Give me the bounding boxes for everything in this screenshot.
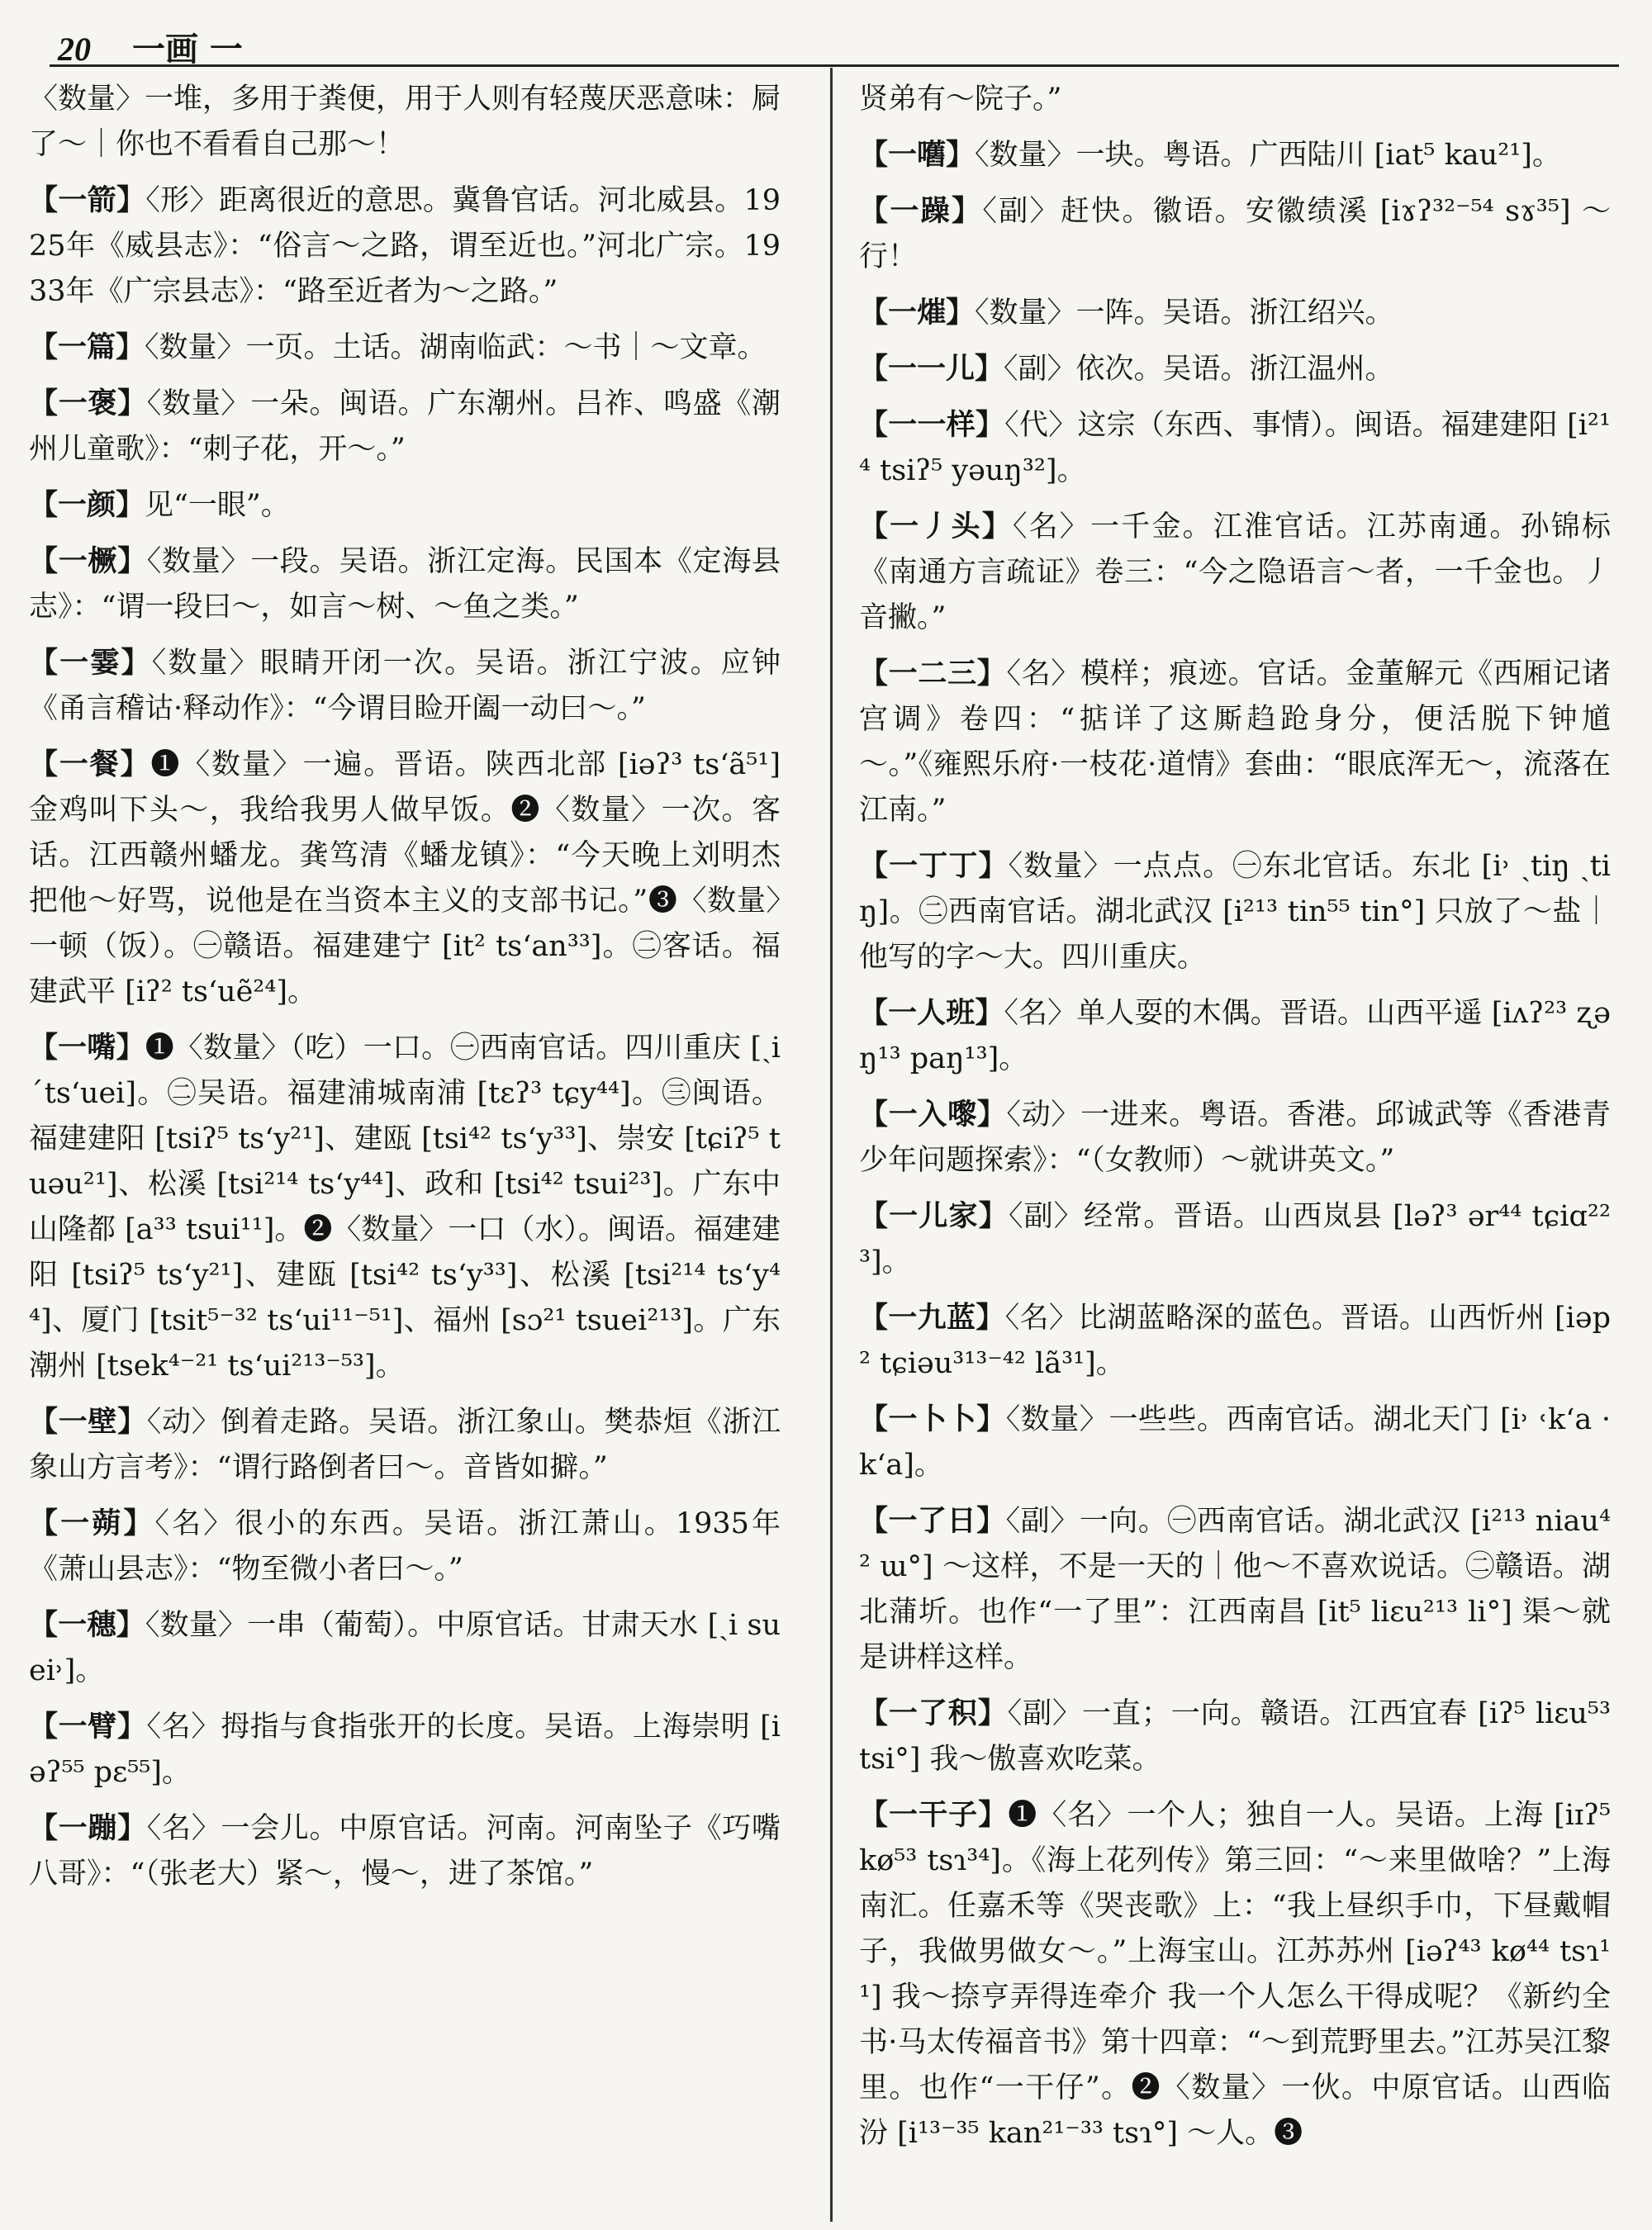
dictionary-entry — [859, 290, 1611, 336]
entry-headword: 【一壁】 — [29, 1405, 147, 1439]
entry-body: 〈数量〉一朵。闽语。广东潮州。吕祚、鸣盛《潮州儿童歌》：“刺子花，开～。” — [29, 387, 781, 466]
entry-headword: 【一穗】 — [29, 1608, 145, 1642]
dictionary-entry — [29, 1602, 781, 1694]
entry-body: 〈代〉这宗（东西、事情）。闽语。福建建阳 [i²¹⁴ tsiʔ⁵ yəuŋ³²]。 — [859, 409, 1611, 487]
dictionary-entry — [29, 1805, 781, 1897]
entry-body: 〈名〉很小的东西。吴语。浙江萧山。1935年《萧山县志》：“物至微小者曰～。” — [29, 1507, 781, 1586]
entry-body: 〈副〉依次。吴语。浙江温州。 — [1004, 353, 1394, 386]
entry-headword: 【一躁】 — [859, 194, 983, 228]
entry-body: 〈名〉比湖蓝略深的蓝色。晋语。山西忻州 [iəp² tɕiəu³¹³⁻⁴² lã³¹]。 — [859, 1302, 1611, 1380]
entry-headword: 【一颜】 — [29, 488, 145, 522]
dictionary-entry — [859, 402, 1611, 494]
dictionary-entry — [29, 1501, 781, 1592]
dictionary-entry — [859, 1295, 1611, 1387]
dictionary-entry — [29, 539, 781, 630]
dictionary-entry — [859, 1691, 1611, 1782]
dictionary-entry — [859, 1193, 1611, 1285]
dictionary-entry — [859, 1792, 1611, 2156]
entry-headword: 【一熣】 — [859, 296, 976, 330]
section-title: 一画 一 — [132, 30, 243, 69]
entry-body: 〈数量〉一块。粤语。广西陆川 [iat⁵ kau²¹]。 — [975, 139, 1561, 172]
entry-body: 〈数量〉一串（葡萄）。中原官话。甘肃天水 [ˏi suei˒]。 — [29, 1609, 781, 1687]
entry-headword: 【一人班】 — [859, 996, 1004, 1030]
dictionary-entry — [859, 651, 1611, 833]
left-column — [29, 76, 781, 2223]
entry-body: 〈动〉倒着走路。吴语。浙江象山。樊恭烜《浙江象山方言考》：“谓行路倒者曰～。音皆如擗。” — [29, 1406, 781, 1484]
entry-headword: 【一蒴】 — [29, 1506, 155, 1540]
entry-body: 〈数量〉一点点。㊀东北官话。东北 [i˒ ˏtiŋ ˏtiŋ]。㊁西南官话。湖北武汉 [i²¹³ tin⁵⁵ tin°] 只放了～盐｜他写的字～大。四川重庆。 — [859, 850, 1611, 974]
entry-body: 〈动〉一进来。粤语。香港。邱诚武等《香港青少年问题探索》：“（女教师）～就讲英文。” — [859, 1098, 1611, 1177]
entry-headword: 【一嘴】 — [29, 1031, 145, 1065]
entry-headword: 【一卜卜】 — [859, 1402, 1006, 1436]
entry-headword: 【一褒】 — [29, 387, 147, 420]
entry-headword: 【一臂】 — [29, 1710, 147, 1744]
entry-body: 〈名〉拇指与食指张开的长度。吴语。上海崇明 [iəʔ⁵⁵ pɛ⁵⁵]。 — [29, 1710, 781, 1789]
entry-body: 〈名〉一千金。江淮官话。江苏南通。孙锦标《南通方言疏证》卷三：“今之隐语言～者，一千金也。丿音撇。” — [859, 510, 1611, 634]
dictionary-entry — [29, 1025, 781, 1389]
entry-headword: 【一了积】 — [859, 1696, 1008, 1730]
entry-headword: 【一蹦】 — [29, 1811, 147, 1845]
dictionary-entry — [859, 843, 1611, 980]
dictionary-entry — [859, 990, 1611, 1082]
entry-body: 〈形〉距离很近的意思。冀鲁官话。河北威县。1925年《威县志》：“俗言～之路，谓至近也。”河北广宗。1933年《广宗县志》：“路至近者为～之路。” — [29, 184, 781, 308]
entry-headword: 【一一儿】 — [859, 352, 1004, 386]
entry-body: ❶〈名〉一个人；独自一人。吴语。上海 [iɪʔ⁵ kø⁵³ tsɿ³⁴]。《海上花列传》第三回：“～来里做啥？”上海南汇。任嘉禾等《哭丧歌》上：“我上昼织手巾，下昼戴帽子，我做男做女～。”上海宝山。江苏苏州 [iəʔ⁴³ kø⁴⁴ tsɿ¹¹] 我～捺亨弄得连牵介 我一个人怎么干得成呢？《新约全书·马太传福音书》第十四章：“～到荒野里去。”江苏吴江黎里。也作“一干仔”。❷〈数量〉一伙。中原官话。山西临汾 [i¹³⁻³⁵ kan²¹⁻³³ tsɿ°] ～人。❸ — [859, 1799, 1611, 2150]
dictionary-entry — [859, 188, 1611, 280]
dictionary-entry — [29, 325, 781, 371]
entry-headword: 【一九蓝】 — [859, 1301, 1005, 1335]
dictionary-entry — [859, 132, 1611, 178]
dictionary-entry — [29, 482, 781, 529]
entry-body: 〈数量〉一阵。吴语。浙江绍兴。 — [975, 297, 1394, 330]
page-header — [58, 23, 243, 69]
entry-body: 〈数量〉一堆，多用于粪便，用于人则有轻蔑厌恶意味：屙了～｜你也不看看自己那～！ — [29, 83, 781, 161]
right-column — [859, 76, 1611, 2223]
entry-headword: 【一霎】 — [29, 646, 152, 680]
entry-body: 〈副〉一直；一向。赣语。江西宜春 [iʔ⁵ liɛu⁵³ tsi°] 我～傲喜欢吃菜。 — [859, 1697, 1611, 1776]
dictionary-entry — [29, 640, 781, 732]
entry-body: 〈副〉一向。㊀西南官话。湖北武汉 [i²¹³ niau⁴² ɯ°] ～这样，不是一天的｜他～不喜欢说话。㊁赣语。湖北蒲圻。也作“一了里”：江西南昌 [it⁵ liɛu²¹³ li°] 渠～就是讲样这样。 — [859, 1505, 1611, 1674]
entry-headword: 【一丁丁】 — [859, 849, 1009, 883]
entry-headword: 【一橛】 — [29, 544, 147, 578]
dictionary-entry — [29, 742, 781, 1015]
entry-body: ❶〈数量〉（吃）一口。㊀西南官话。四川重庆 [ˏi ˊtsʻuei]。㊁吴语。福建浦城南浦 [tɛʔ³ tɕy⁴⁴]。㊂闽语。福建建阳 [tsiʔ⁵ tsʻy²¹]、建瓯 [tsi⁴² tsʻy³³]、崇安 [tɕiʔ⁵ tuəu²¹]、松溪 [tsi²¹⁴ tsʻy⁴⁴]、政和 [tsi⁴² tsui²³]。广东中山隆都 [a³³ tsui¹¹]。❷〈数量〉一口（水）。闽语。福建建阳 [tsiʔ⁵ tsʻy²¹]、建瓯 [tsi⁴² tsʻy³³]、松溪 [tsi²¹⁴ tsʻy⁴⁴]、厦门 [tsit⁵⁻³² tsʻui¹¹⁻⁵¹]、福州 [sɔ²¹ tsuei²¹³]。广东潮州 [tsek⁴⁻²¹ tsʻui²¹³⁻⁵³]。 — [29, 1032, 781, 1383]
entry-body: 〈数量〉眼睛开闭一次。吴语。浙江宁波。应钟《甬言稽诂·释动作》：“今谓目睑开阖一动曰～。” — [29, 647, 781, 725]
entry-headword: 【一餐】 — [29, 747, 151, 781]
entry-body: 〈数量〉一段。吴语。浙江定海。民国本《定海县志》：“谓一段曰～，如言～树、～鱼之类。” — [29, 545, 781, 624]
dictionary-entry — [29, 178, 781, 315]
dictionary-entry — [859, 76, 1611, 122]
dictionary-entry — [859, 1498, 1611, 1681]
entry-headword: 【一丿头】 — [859, 510, 1013, 543]
dictionary-entry — [29, 76, 781, 168]
entry-headword: 【一箭】 — [29, 183, 146, 217]
entry-body: 〈数量〉一页。土话。湖南临武：～书｜～文章。 — [145, 331, 767, 364]
entry-body: ❶〈数量〉一遍。晋语。陕西北部 [iəʔ³ tsʻã⁵¹] 金鸡叫下头～，我给我男人做早饭。❷〈数量〉一次。客话。江西赣州蟠龙。龚笃清《蟠龙镇》：“今天晚上刘明杰把他～好骂，说他是在当资本主义的支部书记。”❸〈数量〉一顿（饭）。㊀赣语。福建建宁 [it² tsʻan³³]。㊁客话。福建武平 [iʔ² tsʻuẽ²⁴]。 — [29, 748, 781, 1008]
entry-body: 〈数量〉一些些。西南官话。湖北天门 [i˒ ˓kʻa ·kʻa]。 — [859, 1403, 1611, 1482]
entry-headword: 【一篇】 — [29, 330, 145, 364]
dictionary-entry — [29, 1704, 781, 1796]
entry-body: 〈名〉一会儿。中原官话。河南。河南坠子《巧嘴八哥》：“（张老大）紧～，慢～，进了茶馆。” — [29, 1812, 781, 1891]
header-rule — [50, 64, 1619, 67]
entry-body: 贤弟有～院子。” — [859, 83, 1062, 116]
dictionary-entry — [29, 381, 781, 472]
entry-headword: 【一儿家】 — [859, 1199, 1009, 1233]
page-number: 20 — [58, 31, 91, 68]
entry-headword: 【一了日】 — [859, 1504, 1006, 1538]
dictionary-entry — [859, 1397, 1611, 1488]
dictionary-entry — [859, 504, 1611, 641]
entry-headword: 【一一样】 — [859, 408, 1005, 442]
entry-body: 〈名〉单人耍的木偶。晋语。山西平遥 [iʌʔ²³ ʐəŋ¹³ paŋ¹³]。 — [859, 997, 1611, 1075]
dictionary-entry — [859, 346, 1611, 392]
entry-body: 〈副〉赶快。徽语。安徽绩溪 [iɤʔ³²⁻⁵⁴ sɤ³⁵] ～行！ — [859, 195, 1611, 273]
entry-headword: 【一入嚟】 — [859, 1098, 1007, 1132]
entry-body: 〈名〉模样；痕迹。官话。金董解元《西厢记诸宫调》卷四：“掂详了这厮趋跄身分，便活脱下钟馗～。”《雍熙乐府·一枝花·道情》套曲：“眼底浑无～，流落在江南。” — [859, 657, 1611, 827]
column-divider — [830, 68, 833, 2222]
entry-headword: 【一二三】 — [859, 657, 1007, 690]
entry-headword: 【一嚿】 — [859, 138, 976, 172]
entry-headword: 【一干子】 — [859, 1798, 1009, 1832]
entry-body: 〈副〉经常。晋语。山西岚县 [ləʔ³ ər⁴⁴ tɕiɑ²²³]。 — [859, 1200, 1611, 1279]
dictionary-entry — [859, 1092, 1611, 1184]
entry-body: 见“一眼”。 — [145, 489, 290, 522]
dictionary-entry — [29, 1399, 781, 1491]
